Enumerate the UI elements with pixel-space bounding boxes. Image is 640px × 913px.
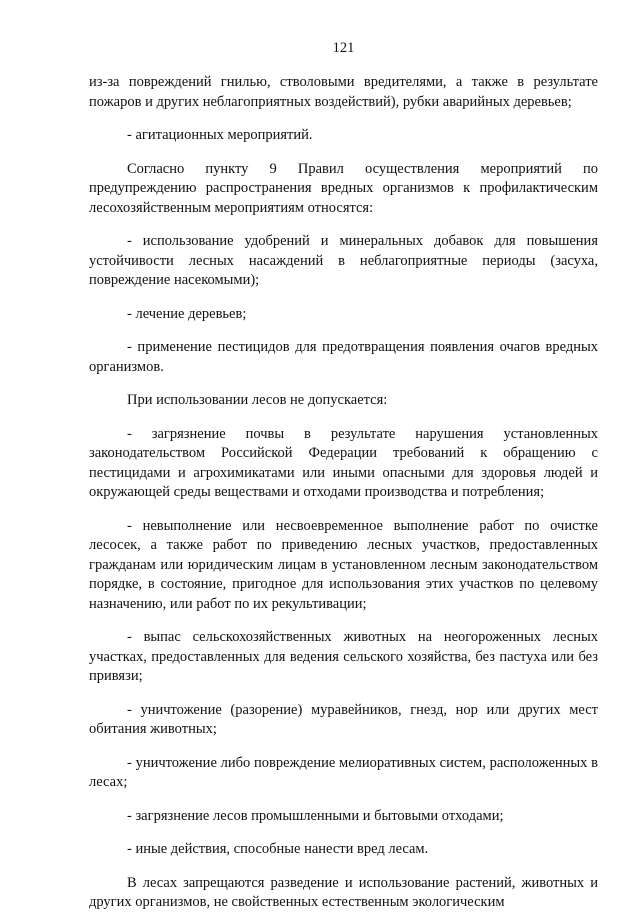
paragraph: Согласно пункту 9 Правил осуществления мероприятий по предупреждению распространения вредных организмов к профилактическим лесохозяйственным мероприятиям относятся: (89, 160, 598, 216)
paragraph: - лечение деревьев; (127, 305, 247, 322)
paragraph: При использовании лесов не допускается: (127, 392, 388, 408)
paragraph: - уничтожение либо повреждение мелиоративных систем, расположенных в лесах; (89, 754, 598, 790)
paragraph: - загрязнение почвы в результате нарушения установленных законодательством Российской Федерации требований к обращению с пестицидами и агрохимикатами или иными опасными для здоровья людей и окружающей среды веществами и отходами производства и потребления; (89, 425, 598, 500)
paragraph: - использование удобрений и минеральных добавок для повышения устойчивости лесных насаждений в неблагоприятные периоды (засуха, повреждение насекомыми); (89, 233, 598, 288)
paragraph: В лесах запрещаются разведение и использование растений, животных и других организмов, не свойственных естественным экологическим (89, 874, 598, 910)
paragraph: - агитационных мероприятий. (127, 127, 313, 143)
paragraph: - применение пестицидов для предотвращения появления очагов вредных организмов. (89, 339, 598, 375)
paragraph: - уничтожение (разорение) муравейников, гнезд, нор или других мест обитания животных; (89, 701, 598, 737)
paragraph: - выпас сельскохозяйственных животных на неогороженных лесных участках, предоставленных для ведения сельского хозяйства, без пастуха или без привязи; (89, 629, 598, 684)
document-body (89, 73, 598, 913)
paragraph: - невыполнение или несвоевременное выполнение работ по очистке лесосек, а также работ по приведению лесных участков, предоставленных гражданам или юридическим лицам в установленном лесным законодательством порядке, в состояние, пригодное для использования этих участков по целевому назначению, или работ по их рекультивации; (89, 517, 598, 612)
page-number: 121 (332, 40, 355, 56)
paragraph: из-за повреждений гнилью, стволовыми вредителями, а также в результате пожаров и других неблагоприятных воздействий), рубки аварийных деревьев; (89, 74, 598, 110)
paragraph: - загрязнение лесов промышленными и бытовыми отходами; (127, 807, 504, 824)
paragraph: - иные действия, способные нанести вред лесам. (127, 841, 429, 857)
